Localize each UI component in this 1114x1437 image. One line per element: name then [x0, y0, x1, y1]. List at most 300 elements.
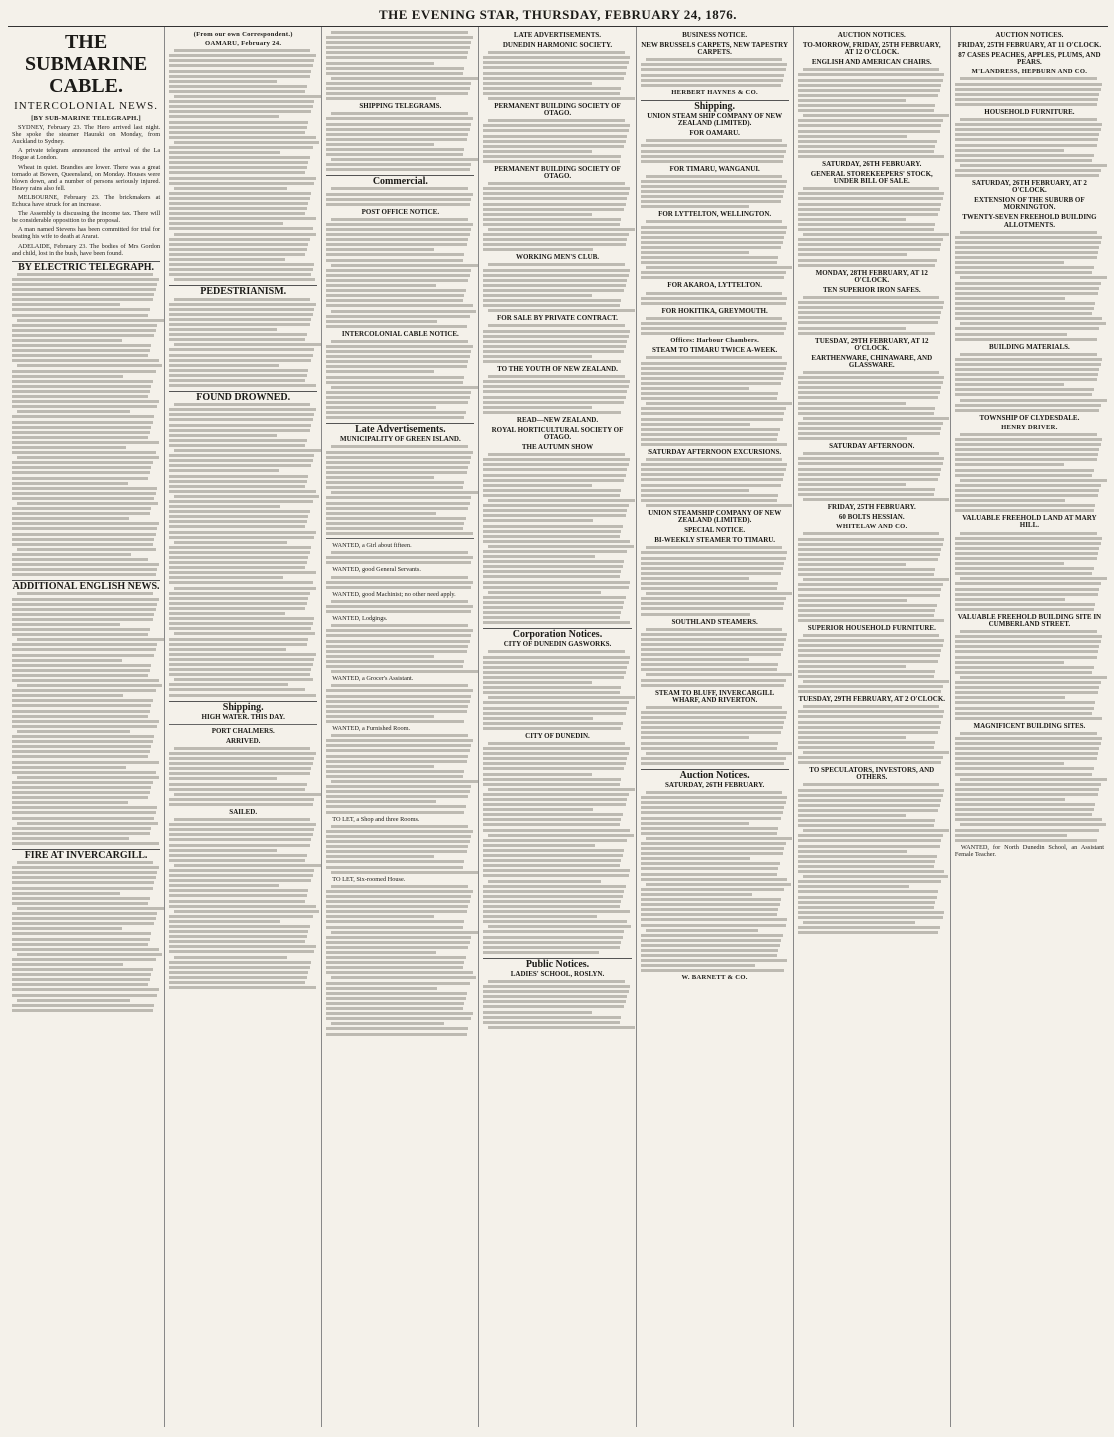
text-line — [483, 406, 591, 409]
text-line — [331, 445, 467, 448]
text-line — [641, 236, 785, 239]
text-line — [12, 603, 157, 606]
text-line — [326, 401, 468, 404]
text-line — [641, 407, 786, 410]
text-line — [326, 481, 464, 484]
text-line — [169, 379, 305, 382]
body-text-block — [483, 453, 631, 624]
text-line — [483, 479, 624, 482]
text-line — [326, 51, 468, 54]
text-line — [326, 517, 465, 520]
text-line — [326, 610, 471, 613]
text-line — [169, 464, 311, 467]
text-line — [169, 894, 307, 897]
text-line — [12, 827, 151, 830]
auction-heading: AUCTION NOTICES. — [837, 31, 906, 39]
text-line — [326, 629, 473, 632]
text-line — [12, 917, 156, 920]
text-line — [169, 434, 277, 437]
text-line — [12, 943, 148, 946]
text-line — [12, 415, 154, 418]
text-line — [12, 466, 151, 469]
text-line — [955, 448, 1100, 451]
text-line — [12, 573, 156, 576]
text-line — [798, 197, 943, 200]
text-line — [169, 556, 308, 559]
text-line — [169, 571, 316, 574]
text-line — [641, 944, 780, 947]
text-line — [641, 873, 777, 876]
text-line — [326, 845, 468, 848]
text-line — [646, 752, 793, 755]
text-line — [12, 359, 159, 362]
text-line — [955, 368, 1100, 371]
text-line — [955, 707, 1094, 710]
text-line — [326, 795, 468, 798]
text-line — [17, 953, 162, 956]
text-line — [12, 436, 148, 439]
text-line — [326, 46, 470, 49]
date-heading: TUESDAY, 29TH FEBRUARY, AT 12 O'CLOCK. — [815, 336, 929, 352]
text-line — [169, 772, 310, 775]
text-line — [483, 187, 630, 190]
text-line — [12, 654, 154, 657]
text-line — [641, 924, 786, 927]
text-line — [803, 634, 939, 637]
text-line — [12, 543, 153, 546]
text-line — [798, 804, 940, 807]
text-line — [12, 669, 150, 672]
text-line — [483, 380, 630, 383]
text-line — [326, 97, 436, 100]
text-line — [169, 966, 310, 969]
text-line — [798, 654, 940, 657]
text-line — [483, 92, 619, 95]
cable-title: THE SUBMARINE CABLE. — [24, 31, 148, 97]
text-line — [488, 880, 601, 883]
text-line — [169, 105, 313, 108]
text-line — [326, 860, 464, 863]
text-line — [641, 811, 783, 814]
text-line — [169, 561, 307, 564]
text-line — [641, 679, 786, 682]
text-line — [169, 971, 308, 974]
text-line — [12, 932, 151, 935]
text-line — [488, 650, 624, 653]
text-line — [641, 322, 788, 325]
text-line — [169, 166, 307, 169]
text-line — [483, 712, 625, 715]
text-line — [641, 643, 785, 646]
text-line — [641, 684, 785, 687]
text-line — [483, 535, 619, 538]
text-line — [483, 72, 625, 75]
text-line — [12, 308, 150, 311]
text-line — [483, 129, 628, 132]
text-line — [12, 720, 159, 723]
text-line — [326, 1027, 468, 1030]
text-line — [169, 408, 316, 411]
text-line — [955, 463, 1064, 466]
text-line — [174, 449, 321, 452]
text-line — [12, 633, 148, 636]
text-line — [17, 410, 130, 413]
text-line — [798, 321, 939, 324]
text-line — [169, 658, 314, 661]
text-line — [326, 143, 434, 146]
text-line — [955, 645, 1100, 648]
text-line — [955, 839, 1097, 842]
text-line — [12, 477, 148, 480]
text-line — [798, 243, 942, 246]
text-line — [169, 638, 308, 641]
body-text-block — [326, 734, 474, 813]
text-line — [12, 527, 157, 530]
private-contract-heading: FOR SALE BY PRIVATE CONTRACT. — [497, 314, 618, 323]
text-line — [803, 498, 950, 501]
text-line — [483, 504, 628, 507]
text-line — [483, 150, 591, 153]
text-line — [803, 296, 939, 299]
text-line — [483, 519, 593, 522]
text-line — [483, 900, 621, 903]
masthead: THE EVENING STAR, THURSDAY, FEBRUARY 24, 1876. — [8, 4, 1108, 27]
earthenware-heading: EARTHENWARE, CHINAWARE, AND GLASSWARE. — [811, 353, 933, 369]
text-line — [326, 350, 471, 353]
text-line — [169, 115, 279, 118]
text-line — [12, 643, 157, 646]
text-line — [326, 233, 470, 236]
text-line — [331, 871, 478, 874]
body-text-block — [641, 139, 789, 162]
text-line — [12, 871, 157, 874]
text-line — [169, 531, 316, 534]
text-line — [646, 883, 791, 886]
text-line — [326, 238, 468, 241]
text-line — [798, 427, 942, 430]
text-line — [174, 818, 310, 821]
text-line — [641, 297, 788, 300]
date-heading: SATURDAY, 26TH FEBRUARY. — [665, 780, 765, 789]
text-line — [955, 834, 1067, 837]
text-line — [955, 144, 1097, 147]
text-line — [326, 36, 473, 39]
text-line — [169, 328, 277, 331]
text-line — [641, 246, 782, 249]
text-line — [955, 509, 1094, 512]
text-line — [955, 598, 1065, 601]
text-line — [955, 691, 1098, 694]
text-line — [641, 261, 777, 264]
text-line — [798, 594, 940, 597]
text-line — [646, 292, 782, 295]
column-3 — [322, 27, 479, 1427]
text-line — [169, 263, 314, 266]
text-line — [169, 627, 311, 630]
text-line — [955, 297, 1065, 300]
text-line — [483, 798, 627, 801]
text-line — [326, 700, 470, 703]
text-line — [326, 715, 434, 718]
text-line — [169, 777, 277, 780]
text-line — [169, 688, 305, 691]
text-line — [326, 365, 467, 368]
text-line — [955, 469, 1094, 472]
news-item: ADELAIDE, February 23. The bodies of Mrs Gordon and child, lost in the bush, have been found. — [12, 242, 161, 257]
sailed-heading: SAILED. — [229, 807, 258, 816]
text-line — [798, 332, 936, 335]
text-line — [174, 95, 321, 98]
text-line — [798, 916, 943, 919]
classified-ad: WANTED, for North Dunedin School, an Assistant Female Teacher. — [954, 843, 1104, 858]
text-line — [641, 597, 786, 600]
text-line — [12, 334, 154, 337]
text-line — [12, 431, 150, 434]
text-line — [12, 324, 157, 327]
text-line — [12, 750, 150, 753]
text-line — [483, 946, 619, 949]
text-line — [169, 874, 313, 877]
text-line — [955, 681, 1101, 684]
text-line — [483, 722, 622, 725]
text-line — [641, 817, 782, 820]
text-line — [326, 391, 471, 394]
text-line — [803, 532, 939, 535]
text-line — [17, 822, 158, 825]
text-line — [12, 781, 153, 784]
text-line — [955, 562, 1064, 565]
text-line — [483, 671, 625, 674]
text-line — [174, 343, 321, 346]
text-line — [12, 517, 129, 520]
text-line — [12, 538, 154, 541]
text-line — [483, 839, 627, 842]
text-line — [955, 567, 1094, 570]
text-line — [169, 648, 286, 651]
text-line — [641, 185, 786, 188]
text-line — [798, 104, 936, 107]
classified-ad: WANTED, a Grocer's Assistant. — [332, 675, 414, 683]
text-line — [646, 546, 782, 549]
site-heading: VALUABLE FREEHOLD BUILDING SITE IN CUMBERLAND STREET. — [957, 612, 1102, 628]
body-text-block — [641, 220, 789, 279]
text-line — [169, 950, 314, 953]
text-line — [326, 512, 436, 515]
text-line — [955, 572, 1092, 575]
text-line — [169, 136, 316, 139]
text-line — [641, 668, 777, 671]
text-line — [483, 525, 622, 528]
text-line — [641, 473, 785, 476]
text-line — [12, 832, 150, 835]
text-line — [960, 164, 1108, 167]
text-line — [483, 661, 628, 664]
text-line — [798, 736, 906, 739]
text-line — [17, 548, 156, 551]
text-line — [174, 187, 287, 190]
text-line — [174, 495, 319, 498]
chairs-heading: ENGLISH AND AMERICAN CHAIRS. — [811, 58, 932, 67]
special-notice-heading: SPECIAL NOTICE. — [684, 526, 746, 535]
text-line — [169, 576, 283, 579]
text-line — [12, 704, 151, 707]
text-line — [960, 118, 1097, 121]
text-line — [169, 783, 307, 786]
text-line — [798, 670, 936, 673]
classified-ad: WANTED, a Furnished Room. — [332, 725, 411, 733]
body-text-block — [955, 77, 1104, 105]
text-line — [798, 834, 943, 837]
body-text-block — [326, 31, 474, 100]
text-line — [641, 572, 782, 575]
text-line — [12, 533, 156, 536]
text-line — [483, 951, 599, 954]
text-line — [326, 586, 471, 589]
text-line — [641, 231, 786, 234]
text-line — [955, 312, 1092, 315]
text-line — [955, 783, 1101, 786]
text-line — [798, 553, 940, 556]
text-line — [483, 905, 619, 908]
text-line — [798, 457, 945, 460]
text-line — [641, 939, 782, 942]
text-line — [12, 801, 128, 804]
text-line — [12, 451, 156, 454]
text-line — [955, 236, 1103, 239]
union-company-heading: UNION STEAMSHIP COMPANY OF NEW ZEALAND (LIMITED). — [648, 508, 782, 525]
text-line — [17, 684, 162, 687]
text-line — [641, 577, 749, 580]
text-line — [326, 153, 462, 156]
text-line — [483, 390, 627, 393]
text-line — [331, 218, 467, 221]
text-line — [12, 674, 148, 677]
news-item: A private telegram announced the arrival of the La Hogue at London. — [12, 147, 161, 162]
text-line — [169, 258, 285, 261]
text-line — [803, 705, 939, 708]
text-line — [798, 402, 906, 405]
text-line — [483, 778, 621, 781]
text-line — [12, 522, 159, 525]
text-line — [483, 304, 619, 307]
text-line — [169, 673, 310, 676]
text-line — [169, 197, 310, 200]
text-line — [641, 271, 786, 274]
text-line — [483, 864, 619, 867]
text-line — [483, 813, 622, 816]
text-line — [169, 505, 280, 508]
text-line — [798, 473, 940, 476]
text-line — [169, 444, 305, 447]
text-line — [483, 468, 627, 471]
text-line — [798, 860, 936, 863]
text-line — [326, 532, 473, 535]
text-line — [641, 160, 783, 163]
text-line — [331, 576, 467, 579]
text-line — [960, 399, 1108, 402]
text-line — [169, 126, 307, 129]
body-text-block — [483, 51, 631, 100]
text-line — [488, 696, 635, 699]
late-ads-heading: Late Advertisements. — [326, 423, 474, 433]
body-text-block — [641, 58, 789, 86]
text-line — [12, 628, 150, 631]
text-line — [483, 274, 628, 277]
text-line — [483, 676, 624, 679]
text-line — [12, 512, 150, 515]
text-line — [798, 488, 936, 491]
text-line — [326, 355, 470, 358]
text-line — [646, 837, 793, 840]
text-line — [483, 1000, 625, 1003]
text-line — [641, 428, 780, 431]
text-line — [169, 536, 314, 539]
text-line — [174, 233, 316, 236]
text-line — [955, 537, 1103, 540]
text-line — [169, 930, 308, 933]
text-line — [326, 304, 473, 307]
text-line — [12, 461, 153, 464]
text-line — [488, 324, 624, 327]
text-line — [326, 294, 464, 297]
body-text-block — [483, 375, 631, 414]
text-line — [169, 318, 311, 321]
route-heading: FOR TIMARU, WANGANUI. — [669, 164, 760, 173]
text-line — [641, 607, 783, 610]
text-line — [12, 771, 156, 774]
text-line — [12, 897, 150, 900]
text-line — [326, 997, 465, 1000]
body-text-block — [483, 980, 631, 1029]
text-line — [641, 801, 786, 804]
text-line — [169, 889, 308, 892]
text-line — [483, 854, 622, 857]
text-line — [483, 616, 619, 619]
text-line — [17, 999, 130, 1002]
body-text-block — [326, 340, 474, 419]
text-line — [12, 679, 159, 682]
text-line — [646, 628, 782, 631]
hessian-heading: 60 BOLTS HESSIAN. — [838, 513, 905, 522]
text-line — [798, 583, 943, 586]
text-line — [955, 603, 1095, 606]
text-line — [326, 660, 464, 663]
text-line — [12, 395, 148, 398]
text-line — [641, 959, 788, 962]
text-line — [326, 855, 434, 858]
text-line — [798, 253, 908, 256]
text-line — [641, 736, 749, 739]
text-line — [955, 338, 1097, 341]
text-line — [169, 253, 305, 256]
text-line — [483, 385, 628, 388]
text-line — [12, 892, 120, 895]
permanent-building-heading: PERMANENT BUILDING SOCIETY OF OTAGO. — [494, 102, 621, 118]
text-line — [641, 190, 785, 193]
text-line — [169, 767, 311, 770]
text-line — [641, 613, 751, 616]
text-line — [955, 133, 1100, 136]
telegraph-heading: BY ELECTRIC TELEGRAPH. — [12, 261, 160, 271]
text-line — [646, 791, 782, 794]
text-line — [641, 494, 779, 497]
text-line — [488, 97, 635, 100]
text-line — [798, 223, 936, 226]
text-line — [641, 893, 752, 896]
text-line — [483, 783, 619, 786]
text-line — [641, 332, 785, 335]
text-line — [803, 921, 916, 924]
